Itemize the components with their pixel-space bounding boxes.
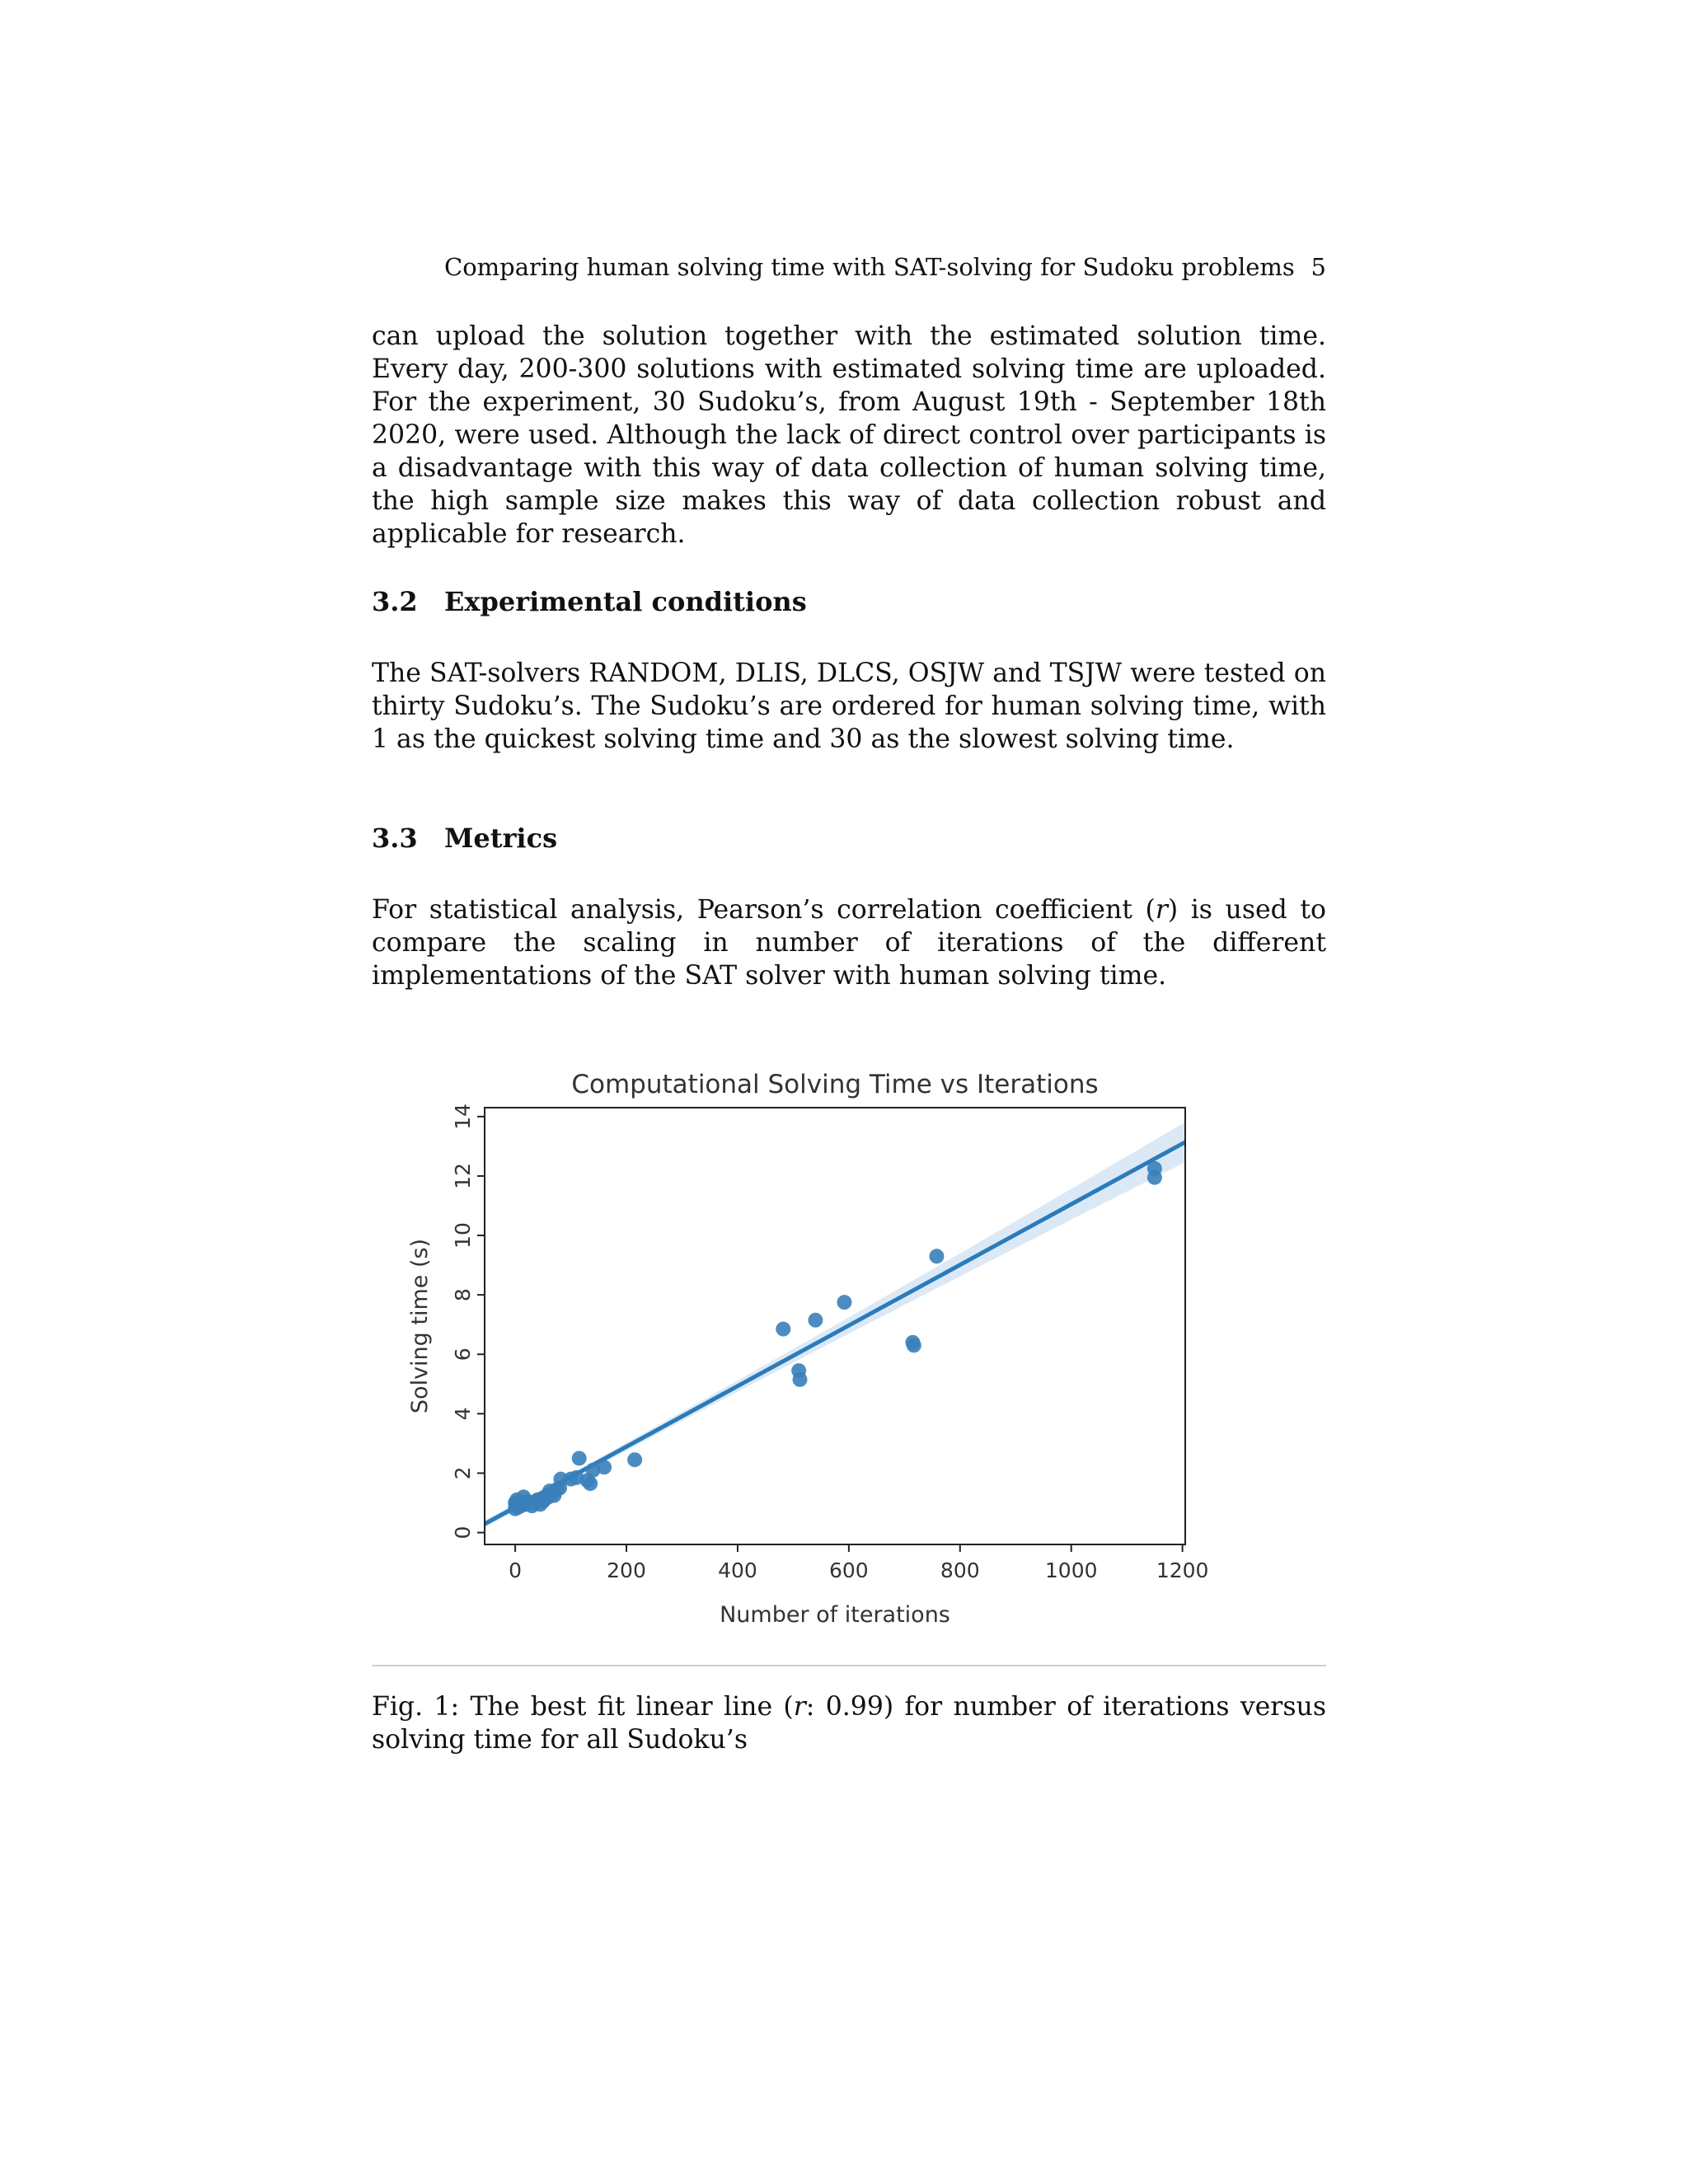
y-tick-label: 4	[451, 1407, 475, 1421]
section-number: 3.2	[372, 586, 418, 617]
y-tick-label: 12	[451, 1163, 475, 1189]
figure-1	[372, 1055, 1326, 1648]
caption-label: Fig. 1:	[372, 1692, 460, 1722]
x-tick-label: 200	[607, 1558, 646, 1582]
data-point	[776, 1322, 790, 1337]
y-axis-ticks	[451, 1104, 485, 1540]
paragraph-metrics	[372, 893, 1326, 992]
metrics-text-after: ) is used to compare the scaling in number of iterations of the different implementations of the SAT solver with human solving time.	[372, 895, 1327, 991]
x-axis-label: Number of iterations	[720, 1602, 950, 1628]
section-number: 3.3	[372, 823, 418, 854]
x-tick-label: 1000	[1044, 1558, 1098, 1582]
running-head	[444, 249, 1326, 285]
metrics-text-before: For statistical analysis, Pearson’s correlation coefficient (	[372, 895, 1156, 925]
section-title: Experimental conditions	[444, 586, 807, 617]
page-number: 5	[1311, 253, 1326, 281]
paragraph-conditions: The SAT-solvers RANDOM, DLIS, DLCS, OSJW and TSJW were tested on thirty Sudoku’s. The Sudoku’s are ordered for human solving time, with 1 as the quickest solving time and 30 as the slowest solving time.	[372, 658, 1326, 754]
section-heading-3-2	[372, 585, 807, 618]
data-point	[929, 1249, 944, 1263]
x-tick-label: 600	[829, 1558, 869, 1582]
y-tick-label: 0	[451, 1526, 475, 1540]
y-tick-label: 14	[451, 1103, 475, 1130]
data-point	[837, 1295, 851, 1310]
x-tick-label: 800	[940, 1558, 980, 1582]
section-title: Metrics	[444, 823, 558, 854]
caption-text-before: The best fit linear line (	[470, 1692, 794, 1722]
metrics-variable: r	[1155, 895, 1168, 925]
figure-divider	[372, 1665, 1326, 1666]
data-point	[808, 1313, 823, 1328]
section-heading-3-3	[372, 822, 557, 855]
data-point	[583, 1476, 598, 1491]
y-tick-label: 2	[451, 1466, 475, 1480]
x-axis-ticks	[509, 1544, 1208, 1582]
chart-title: Computational Solving Time vs Iterations	[571, 1070, 1099, 1099]
paragraph-intro: can upload the solution together with the estimated solution time. Every day, 200-300 solutions with estimated solving time are uploaded. For the experiment, 30 Sudoku’s, from August 19th - September 18th 2020, were used. Although the lack of direct control over participants is a disadvantage with this way of data collection of human solving time, the high sample size makes this way of data collection robust and applicable for research.	[372, 321, 1326, 549]
y-tick-label: 6	[451, 1347, 475, 1361]
data-point	[907, 1338, 921, 1352]
data-point	[627, 1452, 642, 1467]
caption-text-after: : 0.99) for number of iterations versus solving time for all Sudoku’s	[372, 1692, 1326, 1755]
y-tick-label: 10	[451, 1222, 475, 1249]
x-tick-label: 400	[718, 1558, 757, 1582]
scatter-chart	[372, 1055, 1326, 1648]
x-tick-label: 0	[509, 1558, 523, 1582]
running-title: Comparing human solving time with SAT-solving for Sudoku problems	[444, 253, 1295, 281]
figure-caption	[372, 1690, 1326, 1756]
caption-variable: r	[793, 1692, 806, 1722]
data-point	[793, 1372, 808, 1387]
y-axis-label: Solving time (s)	[407, 1238, 433, 1414]
data-point	[572, 1451, 587, 1465]
data-point	[597, 1460, 612, 1474]
data-point	[1147, 1170, 1162, 1185]
x-tick-label: 1200	[1156, 1558, 1209, 1582]
y-tick-label: 8	[451, 1288, 475, 1302]
